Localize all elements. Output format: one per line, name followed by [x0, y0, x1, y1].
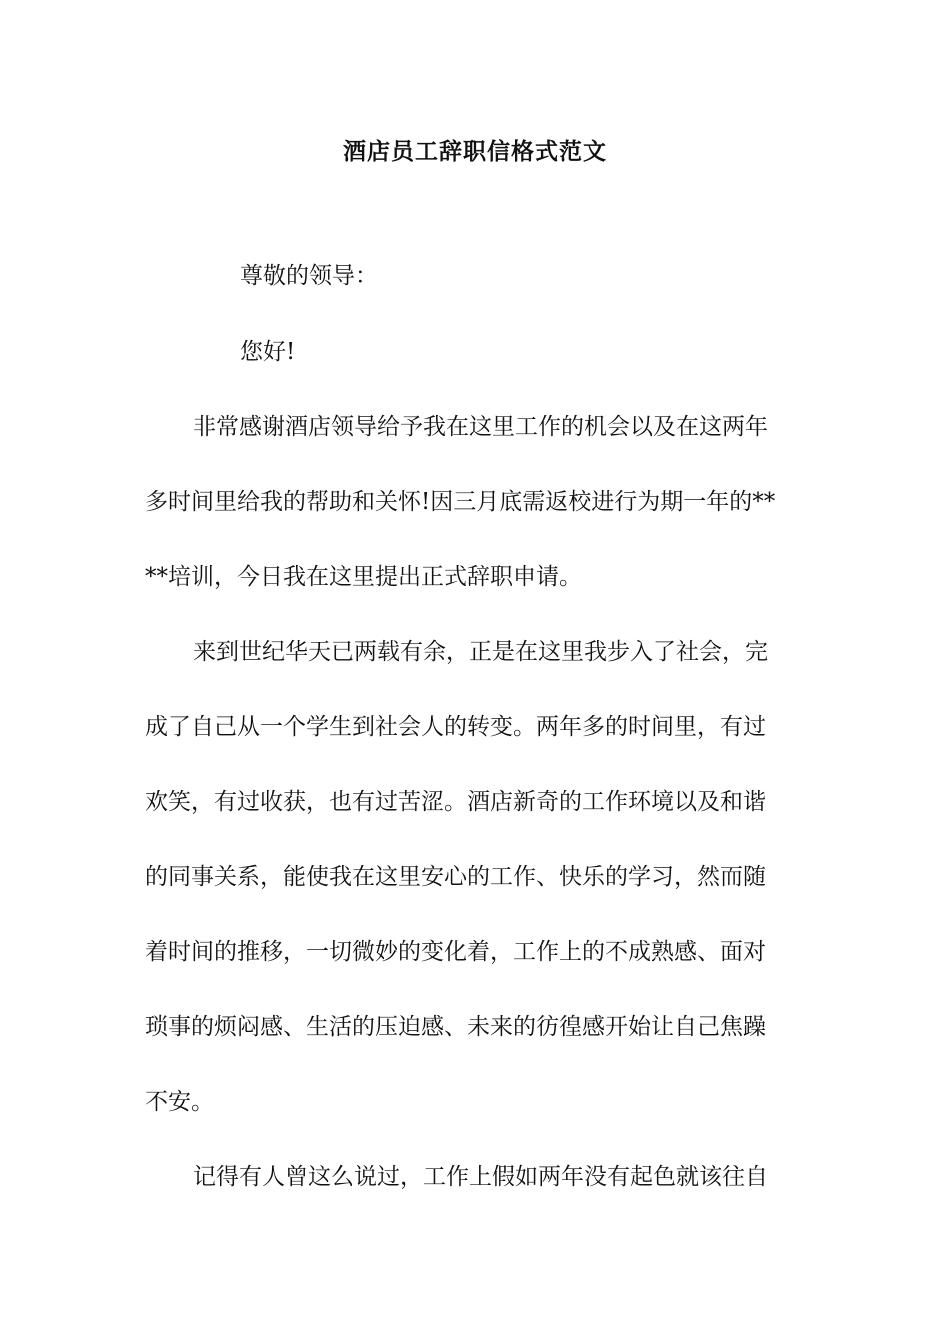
paragraph-2-line-1: 来到世纪华天已两载有余，正是在这里我步入了社会，完 — [193, 639, 768, 665]
greeting: 您好! — [240, 339, 296, 365]
salutation: 尊敬的领导： — [240, 263, 378, 289]
paragraph-2-line-5: 着时间的推移，一切微妙的变化着，工作上的不成熟感、面对 — [145, 939, 766, 965]
paragraph-1-line-2: 多时间里给我的帮助和关怀!因三月底需返校进行为期一年的** — [145, 489, 776, 515]
paragraph-1-line-3: **培训，今日我在这里提出正式辞职申请。 — [145, 564, 582, 590]
paragraph-1-line-1: 非常感谢酒店领导给予我在这里工作的机会以及在这两年 — [193, 414, 768, 440]
document-title: 酒店员工辞职信格式范文 — [343, 138, 607, 165]
paragraph-2-line-7: 不安。 — [145, 1089, 214, 1115]
paragraph-2-line-3: 欢笑，有过收获，也有过苦涩。酒店新奇的工作环境以及和谐 — [145, 789, 766, 815]
paragraph-2-line-6: 琐事的烦闷感、生活的压迫感、未来的彷徨感开始让自己焦躁 — [145, 1014, 766, 1040]
paragraph-2-line-4: 的同事关系，能使我在这里安心的工作、快乐的学习，然而随 — [145, 864, 766, 890]
paragraph-2-line-2: 成了自己从一个学生到社会人的转变。两年多的时间里，有过 — [145, 714, 766, 740]
paragraph-3-line-1: 记得有人曾这么说过，工作上假如两年没有起色就该往自 — [193, 1164, 768, 1190]
